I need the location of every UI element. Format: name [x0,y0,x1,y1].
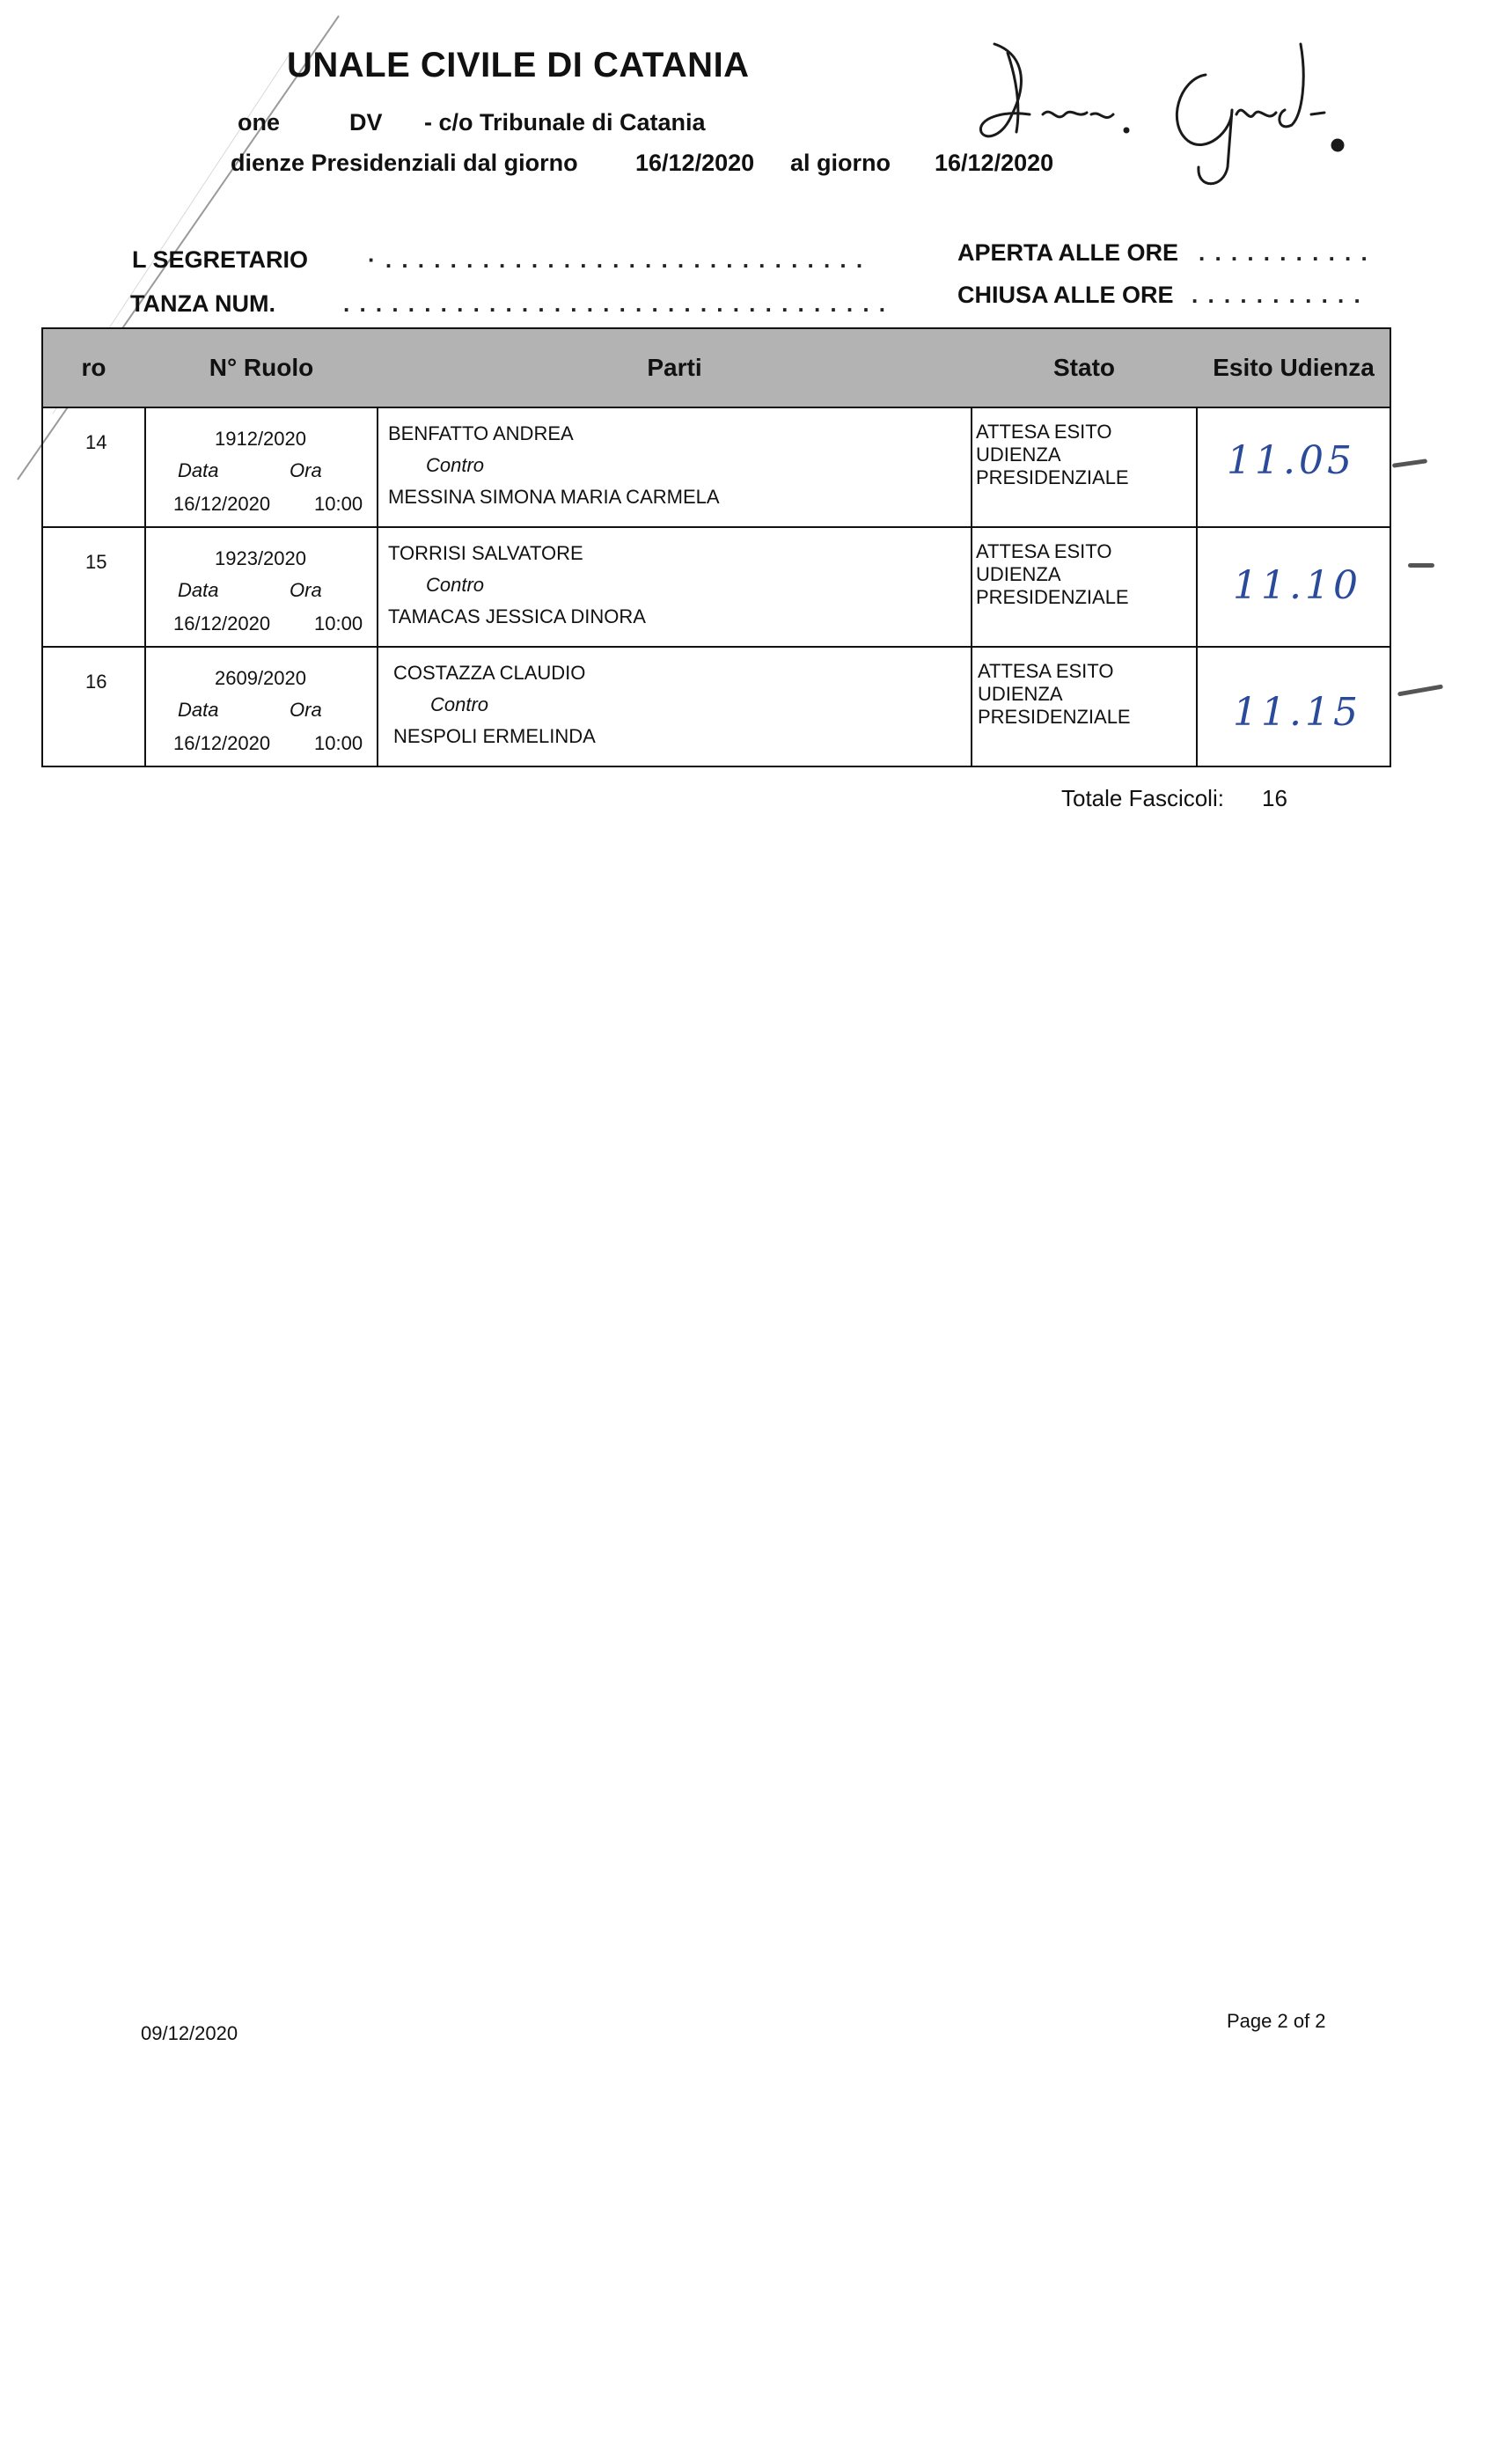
chiusa-field: . . . . . . . . . . . [1192,282,1362,308]
table-row [43,408,1390,528]
print-date: 09/12/2020 [141,2022,238,2044]
contro-label: Contro [426,454,485,476]
segretario-field: · . . . . . . . . . . . . . . . . . . . . . . . . . . . . . . [368,246,865,273]
from-date: 16/12/2020 [635,150,755,176]
hearing-time: 10:00 [314,612,363,634]
status-text: ATTESA ESITO UDIENZA PRESIDENZIALE [978,660,1131,728]
party-defendant: TAMACAS JESSICA DINORA [388,605,646,627]
ora-label: Ora [290,459,322,481]
row-number: 14 [85,431,107,453]
handwritten-outcome: 11.05 [1227,438,1355,483]
sezione-label: one [238,109,281,136]
totale-fascicoli-label: Totale Fascicoli: [1061,785,1224,811]
ruolo-number: 2609/2020 [215,667,306,689]
hearing-date: 16/12/2020 [173,493,271,515]
hearings-range-label: dienze Presidenziali dal giorno [231,150,578,176]
handwritten-outcome: 11.15 [1233,690,1361,735]
chiusa-label: CHIUSA ALLE ORE [957,282,1174,308]
table-row [43,528,1390,648]
hearing-date: 16/12/2020 [173,612,271,634]
row-number: 16 [85,671,107,693]
to-date-label: al giorno [790,150,891,176]
hearing-time: 10:00 [314,493,363,515]
margin-mark [1408,563,1434,568]
status-text: ATTESA ESITO UDIENZA PRESIDENZIALE [976,421,1129,488]
margin-mark [1397,685,1443,697]
row-number: 15 [85,551,107,573]
data-label: Data [178,699,219,721]
header-esito: Esito Udienza [1213,354,1375,381]
contro-label: Contro [430,693,489,715]
party-plaintiff: TORRISI SALVATORE [388,542,583,564]
table-header-row [43,329,1390,408]
aperta-label: APERTA ALLE ORE [957,239,1179,266]
totale-fascicoli-value: 16 [1262,785,1287,811]
to-date: 16/12/2020 [935,150,1054,176]
segretario-label: L SEGRETARIO [132,246,309,273]
data-label: Data [178,579,219,601]
contro-label: Contro [426,574,485,596]
margin-mark [1392,458,1427,468]
party-defendant: NESPOLI ERMELINDA [393,725,596,747]
court-title: UNALE CIVILE DI CATANIA [287,46,750,84]
stanza-field: . . . . . . . . . . . . . . . . . . . . . . . . . . . . . . . . . . [343,290,887,317]
sezione-value: DV [349,109,383,136]
data-label: Data [178,459,219,481]
party-defendant: MESSINA SIMONA MARIA CARMELA [388,486,720,508]
party-plaintiff: BENFATTO ANDREA [388,422,574,444]
header-parti: Parti [647,354,702,381]
handwritten-outcome: 11.10 [1233,563,1361,608]
party-plaintiff: COSTAZZA CLAUDIO [393,662,586,684]
header-numero: ro [81,354,106,381]
stanza-label: TANZA NUM. [130,290,275,317]
handwritten-signature [968,26,1390,202]
ora-label: Ora [290,579,322,601]
header-ruolo: N° Ruolo [209,354,314,381]
ruolo-number: 1912/2020 [215,428,306,450]
ruolo-number: 1923/2020 [215,547,306,569]
status-text: ATTESA ESITO UDIENZA PRESIDENZIALE [976,540,1129,608]
table-row [43,648,1390,766]
hearing-date: 16/12/2020 [173,732,271,754]
hearing-time: 10:00 [314,732,363,754]
court-seat: - c/o Tribunale di Catania [424,109,706,136]
ora-label: Ora [290,699,322,721]
hearings-table [41,327,1391,767]
aperta-field: . . . . . . . . . . . [1199,239,1369,266]
page-indicator: Page 2 of 2 [1227,2010,1326,2032]
header-stato: Stato [1053,354,1115,381]
